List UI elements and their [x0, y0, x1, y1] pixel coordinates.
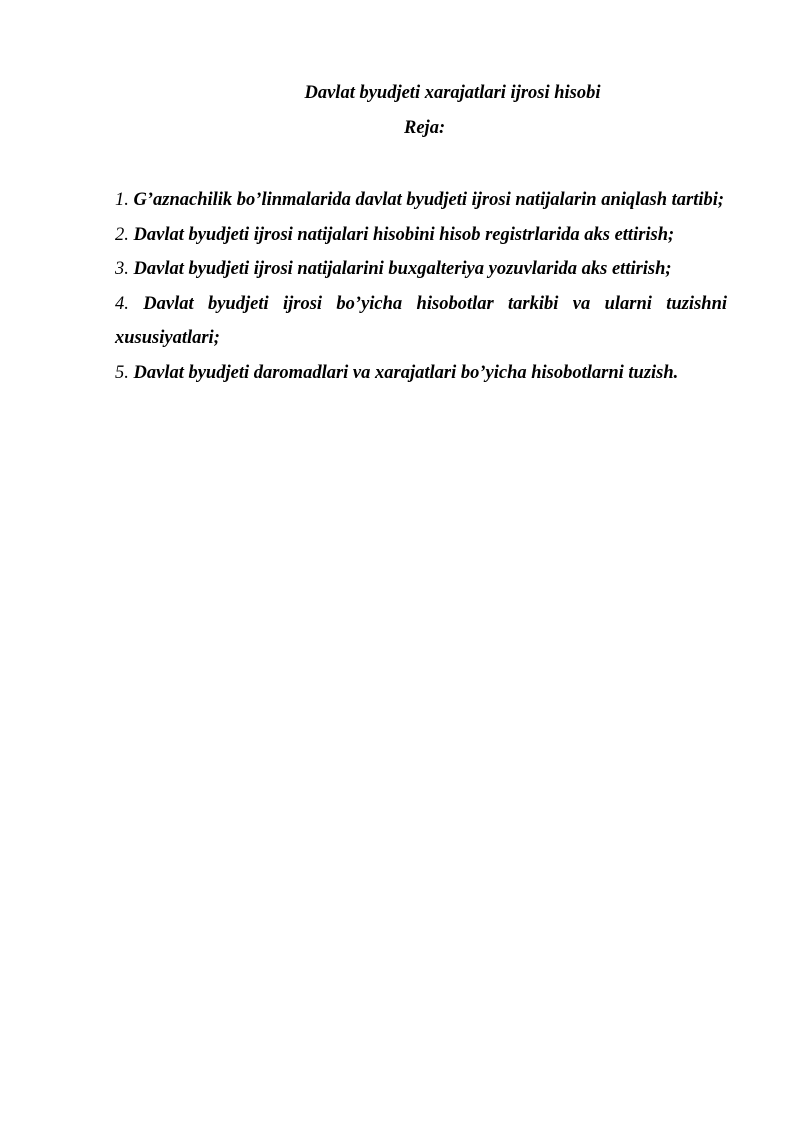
- plan-item-1: [115, 183, 727, 218]
- plan-item-number: 5.: [115, 362, 129, 383]
- plan-item-number: 4.: [115, 293, 129, 314]
- plan-item-text: Davlat byudjeti daromadlari va xarajatlari bo’yicha hisobotlarni tuzish.: [133, 362, 679, 383]
- document-title: Davlat byudjeti xarajatlari ijrosi hisobi: [304, 83, 601, 103]
- plan-item-2: [115, 218, 727, 253]
- plan-item-text: Davlat byudjeti ijrosi natijalari hisobini hisob registrlarida aks ettirish;: [133, 224, 675, 245]
- plan-item-number: 1.: [115, 190, 129, 210]
- plan-item-number: 3.: [115, 259, 129, 279]
- plan-item-text: Davlat byudjeti ijrosi bo’yicha hisobotlar tarkibi va ularni tuzishni xususiyatlari;: [115, 293, 727, 348]
- plan-item-text: Davlat byudjeti ijrosi natijalarini buxgalteriya yozuvlarida aks ettirish;: [133, 259, 672, 279]
- plan-item-3: [115, 252, 727, 287]
- plan-item-4: [115, 287, 727, 356]
- plan-item-5: [115, 356, 727, 391]
- plan-heading: Reja:: [404, 118, 446, 138]
- plan-list: [115, 183, 727, 390]
- plan-item-number: 2.: [115, 224, 129, 245]
- plan-item-text: G’aznachilik bo’linmalarida davlat byudjeti ijrosi natijalarin aniqlash tartibi;: [133, 190, 725, 210]
